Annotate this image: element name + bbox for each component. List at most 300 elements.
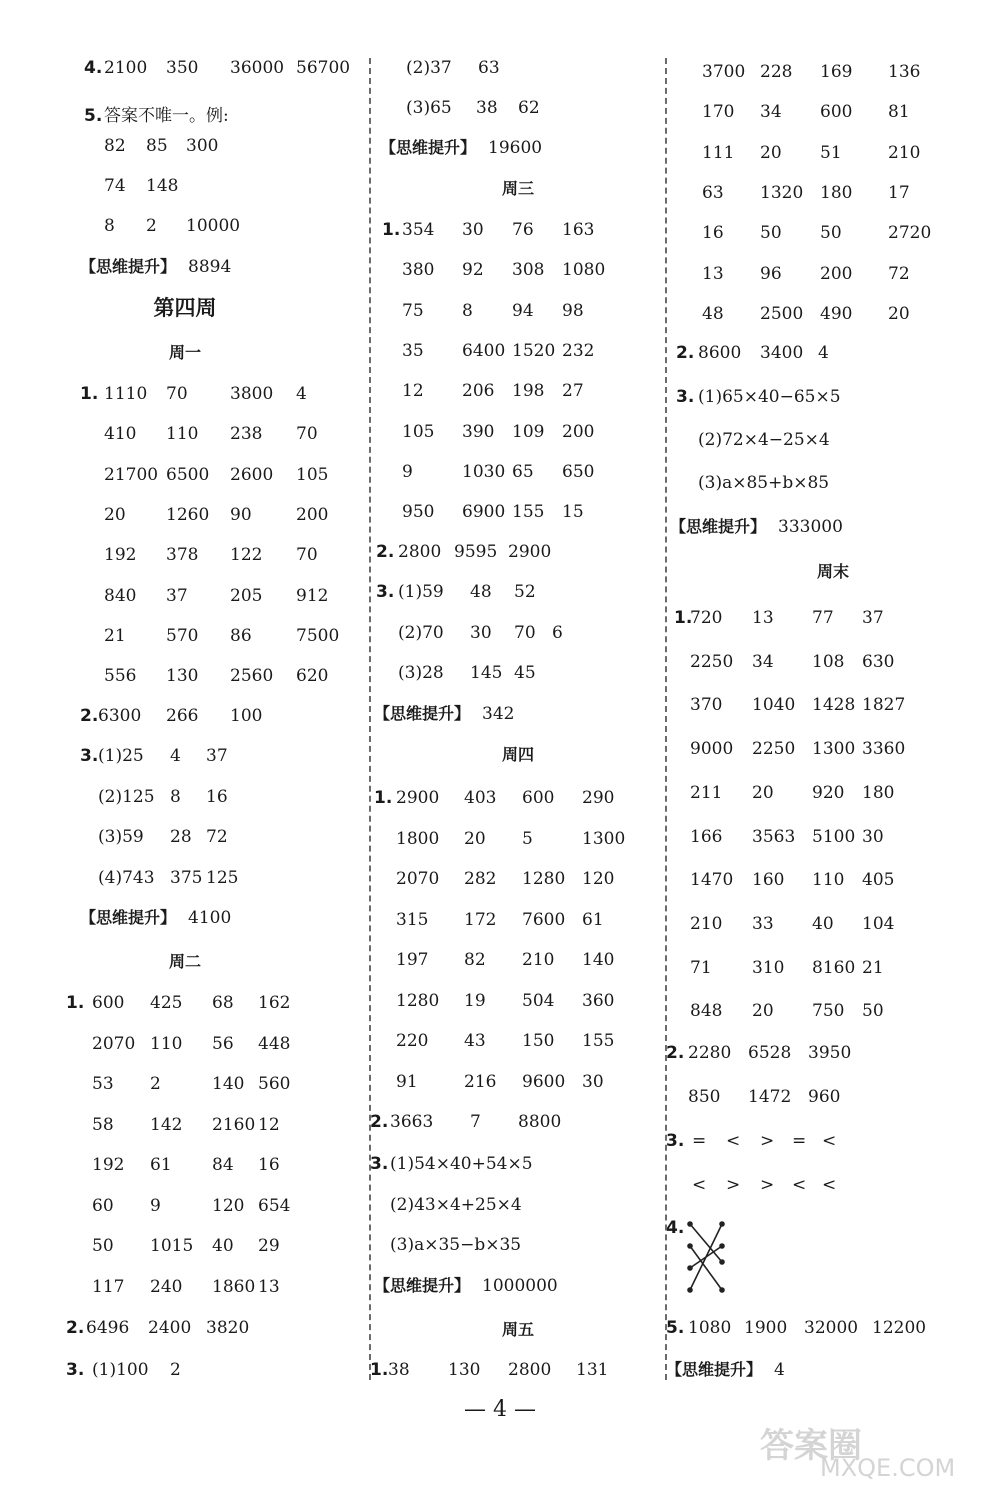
question-number: 1. bbox=[374, 788, 393, 808]
answer-line bbox=[666, 133, 1000, 173]
answer-value: 2900 bbox=[396, 788, 440, 808]
answer-value: 122 bbox=[230, 545, 263, 566]
answer-value: 145 bbox=[470, 663, 503, 683]
answer-value: 48 bbox=[702, 303, 724, 324]
day-title: 周末 bbox=[816, 562, 849, 581]
answer-value: 375 bbox=[170, 867, 203, 888]
answer-value: > bbox=[760, 1131, 775, 1151]
answer-value: = bbox=[792, 1131, 807, 1151]
answer-value: 16 bbox=[258, 1155, 280, 1175]
answer-value: 20 bbox=[104, 504, 126, 525]
answer-value: 6400 bbox=[462, 340, 506, 361]
answer-line bbox=[666, 598, 1000, 638]
answer-line bbox=[0, 206, 370, 246]
answer-value: > bbox=[760, 1175, 775, 1195]
answer-value: 206 bbox=[462, 381, 495, 402]
answer-value: 266 bbox=[166, 706, 199, 726]
answer-value: 620 bbox=[296, 666, 329, 687]
answer-value: 40 bbox=[212, 1236, 234, 1256]
answer-value: 162 bbox=[258, 993, 291, 1013]
match-line bbox=[690, 1246, 722, 1290]
answer-value: 71 bbox=[690, 957, 712, 978]
answer-value: 84 bbox=[212, 1155, 234, 1175]
answer-line bbox=[666, 463, 1000, 503]
answer-value: (1)54×40+54×5 bbox=[390, 1154, 533, 1174]
answer-value: 86 bbox=[230, 625, 252, 646]
answer-line bbox=[666, 904, 1000, 944]
column-right bbox=[666, 0, 1000, 1400]
answer-value: 848 bbox=[690, 1001, 723, 1022]
answer-line bbox=[666, 377, 1000, 417]
watermark-url: MXQE.COM bbox=[820, 1454, 956, 1482]
answer-value: 81 bbox=[888, 102, 910, 123]
answer-value: 62 bbox=[518, 98, 540, 118]
answer-line bbox=[0, 455, 370, 495]
answer-value: 216 bbox=[464, 1071, 497, 1092]
think-label: 【思维提升】 bbox=[670, 517, 767, 536]
answer-value: 1040 bbox=[752, 695, 796, 716]
answer-value: 8600 bbox=[698, 343, 742, 363]
answer-line bbox=[370, 778, 666, 818]
answer-value: 15 bbox=[562, 502, 584, 523]
answer-value: 1827 bbox=[862, 695, 906, 716]
answer-value: 105 bbox=[296, 464, 329, 485]
page-number: — 4 — bbox=[464, 1397, 536, 1422]
answer-line bbox=[370, 819, 666, 859]
answer-value: 7600 bbox=[522, 909, 566, 930]
answer-value: 2 bbox=[170, 1360, 181, 1380]
match-dot bbox=[688, 1222, 692, 1226]
answer-value: 94 bbox=[512, 300, 534, 321]
answer-value: 360 bbox=[582, 990, 615, 1011]
answer-value: (2)72×4−25×4 bbox=[698, 430, 830, 450]
answer-value: 1860 bbox=[212, 1276, 256, 1297]
answer-value: 60 bbox=[92, 1195, 114, 1216]
answer-value: 600 bbox=[522, 788, 555, 808]
answer-value: 570 bbox=[166, 625, 199, 646]
answer-value: 43 bbox=[464, 1031, 486, 1051]
answer-value: 2900 bbox=[508, 542, 552, 562]
answer-value: 3820 bbox=[206, 1318, 250, 1338]
answer-value: 370 bbox=[690, 695, 723, 716]
think-label: 【思维提升】 bbox=[374, 704, 471, 723]
answer-value: 850 bbox=[688, 1087, 721, 1107]
answer-line bbox=[0, 535, 370, 575]
answer-value: 13 bbox=[702, 263, 724, 284]
day-title: 周二 bbox=[168, 952, 201, 971]
answer-value: 169 bbox=[820, 62, 853, 82]
answer-line bbox=[370, 291, 666, 331]
think-answer: 19600 bbox=[488, 138, 543, 158]
answer-value: (2)70 bbox=[398, 622, 444, 643]
answer-value: 210 bbox=[888, 142, 921, 163]
answer-value: 1428 bbox=[812, 695, 856, 716]
day-title: 周一 bbox=[168, 343, 201, 362]
think-answer: 8894 bbox=[188, 257, 232, 277]
answer-value: 1280 bbox=[396, 990, 440, 1011]
answer-value: 1260 bbox=[166, 504, 210, 525]
answer-value: 6 bbox=[552, 622, 563, 643]
answer-value: 91 bbox=[396, 1071, 418, 1092]
answer-value: 192 bbox=[104, 545, 137, 566]
answer-value: 2560 bbox=[230, 666, 274, 687]
answer-value: 9595 bbox=[454, 542, 498, 562]
answer-value: 36000 bbox=[230, 58, 285, 78]
question-number: 1. bbox=[80, 384, 99, 404]
answer-line bbox=[0, 48, 370, 88]
answer-value: 504 bbox=[522, 990, 555, 1011]
answer-value: 200 bbox=[820, 263, 853, 284]
answer-value: 75 bbox=[402, 300, 424, 321]
answer-value: 1472 bbox=[748, 1087, 792, 1107]
answer-value: < bbox=[792, 1175, 807, 1195]
question-number: 4. bbox=[84, 58, 103, 78]
answer-value: 34 bbox=[760, 102, 782, 123]
answer-value: 405 bbox=[862, 870, 895, 891]
question-number: 1. bbox=[370, 1360, 389, 1380]
answer-line bbox=[666, 1308, 1000, 1348]
answer-line bbox=[0, 858, 370, 898]
answer-value: (1)65×40−65×5 bbox=[698, 387, 841, 407]
answer-value: 125 bbox=[206, 867, 239, 888]
column-divider bbox=[369, 58, 371, 1380]
answer-value: 9000 bbox=[690, 739, 734, 760]
answer-value: 30 bbox=[470, 622, 492, 643]
answer-value: 120 bbox=[212, 1195, 245, 1216]
answer-line bbox=[370, 1021, 666, 1061]
answer-value: 220 bbox=[396, 1031, 429, 1051]
answer-value: 2800 bbox=[508, 1360, 552, 1380]
answer-value: 33 bbox=[752, 913, 774, 934]
answer-value: 840 bbox=[104, 585, 137, 606]
answer-value: 70 bbox=[166, 384, 188, 404]
answer-value: 110 bbox=[812, 870, 845, 891]
answer-value: 4 bbox=[818, 343, 829, 363]
answer-value: 77 bbox=[812, 608, 834, 628]
answer-value: 12 bbox=[258, 1114, 280, 1135]
answer-value: 180 bbox=[862, 782, 895, 803]
answer-value: 120 bbox=[582, 869, 615, 889]
answer-value: 1520 bbox=[512, 340, 556, 361]
answer-line bbox=[666, 1077, 1000, 1117]
answer-value: 211 bbox=[690, 782, 723, 803]
think-label: 【思维提升】 bbox=[80, 908, 177, 927]
answer-line bbox=[370, 940, 666, 980]
answer-line bbox=[666, 213, 1000, 253]
answer-value: 315 bbox=[396, 909, 429, 930]
think-answer: 342 bbox=[482, 704, 515, 724]
answer-value: 3400 bbox=[760, 343, 804, 363]
question-number: 5. bbox=[84, 106, 103, 126]
q5-note-text: 答案不唯一。例: bbox=[104, 106, 229, 126]
answer-line bbox=[0, 1145, 370, 1185]
answer-value: 228 bbox=[760, 62, 793, 82]
answer-value: 9 bbox=[150, 1195, 161, 1216]
answer-value: 110 bbox=[166, 424, 199, 445]
answer-value: 2500 bbox=[760, 303, 804, 324]
answer-line bbox=[0, 696, 370, 736]
answer-line bbox=[370, 1350, 666, 1390]
answer-value: 72 bbox=[888, 263, 910, 284]
answer-value: = bbox=[692, 1131, 707, 1151]
answer-value: 2070 bbox=[396, 869, 440, 889]
answer-value: 960 bbox=[808, 1087, 841, 1107]
answer-value: 105 bbox=[402, 421, 435, 442]
answer-line bbox=[0, 656, 370, 696]
answer-line bbox=[370, 981, 666, 1021]
watermark-logo: 答案圈 bbox=[760, 1426, 862, 1466]
question-number: 1. bbox=[674, 608, 693, 628]
answer-value: 76 bbox=[512, 220, 534, 240]
answer-value: 29 bbox=[258, 1236, 280, 1256]
answer-value: 100 bbox=[230, 706, 263, 726]
answer-line bbox=[370, 412, 666, 452]
answer-value: 3563 bbox=[752, 826, 796, 847]
answer-value: 34 bbox=[752, 651, 774, 672]
answer-value: 58 bbox=[92, 1114, 114, 1135]
answer-value: 2100 bbox=[104, 58, 148, 78]
answer-value: 950 bbox=[402, 502, 435, 523]
answer-value: 378 bbox=[166, 545, 199, 566]
answer-value: 20 bbox=[760, 142, 782, 163]
answer-value: 1320 bbox=[760, 182, 804, 203]
think-answer: 1000000 bbox=[482, 1276, 558, 1296]
answer-value: 2 bbox=[146, 216, 157, 236]
answer-value: 30 bbox=[582, 1071, 604, 1092]
answer-value: 6528 bbox=[748, 1043, 792, 1063]
answer-value: 9600 bbox=[522, 1071, 566, 1092]
answer-value: 16 bbox=[702, 223, 724, 244]
answer-value: 2600 bbox=[230, 464, 274, 485]
answer-value: 200 bbox=[562, 421, 595, 442]
answer-value: 172 bbox=[464, 909, 497, 930]
answer-value: 12200 bbox=[872, 1318, 927, 1338]
answer-value: 13 bbox=[752, 608, 774, 628]
answer-value: 308 bbox=[512, 260, 545, 281]
answer-line bbox=[370, 1102, 666, 1142]
answer-value: 556 bbox=[104, 666, 137, 687]
answer-value: 750 bbox=[812, 1001, 845, 1022]
column-left bbox=[0, 0, 370, 1400]
answer-value: 210 bbox=[522, 950, 555, 970]
answer-line bbox=[666, 173, 1000, 213]
answer-value: 155 bbox=[582, 1031, 615, 1051]
answer-value: 1110 bbox=[104, 384, 148, 404]
answer-line bbox=[370, 1225, 666, 1265]
answer-value: 3700 bbox=[702, 62, 746, 82]
answer-value: 2 bbox=[150, 1074, 161, 1094]
answer-value: 82 bbox=[464, 950, 486, 970]
answer-value: 56700 bbox=[296, 58, 351, 78]
answer-value: 63 bbox=[478, 58, 500, 78]
answer-value: 32000 bbox=[804, 1318, 859, 1338]
answer-value: 210 bbox=[690, 913, 723, 934]
answer-value: 720 bbox=[690, 608, 723, 628]
answer-value: 6496 bbox=[86, 1318, 130, 1338]
answer-value: 90 bbox=[230, 504, 252, 525]
answer-value: 310 bbox=[752, 957, 785, 978]
answer-value: 85 bbox=[146, 136, 168, 156]
answer-value: 160 bbox=[752, 870, 785, 891]
answer-value: 130 bbox=[448, 1360, 481, 1380]
answer-value: 37 bbox=[862, 608, 884, 628]
answer-value: 8 bbox=[170, 786, 181, 807]
answer-value: 27 bbox=[562, 381, 584, 402]
think-answer: 4 bbox=[774, 1360, 785, 1380]
answer-value: 7500 bbox=[296, 625, 340, 646]
answer-value: (4)743 bbox=[98, 867, 155, 888]
answer-value: 6900 bbox=[462, 502, 506, 523]
answer-line bbox=[666, 991, 1000, 1031]
answer-line bbox=[666, 420, 1000, 460]
answer-line bbox=[370, 48, 666, 88]
answer-value: 197 bbox=[396, 950, 429, 970]
answer-value: 74 bbox=[104, 176, 126, 196]
answer-value: 1470 bbox=[690, 870, 734, 891]
answer-value: 21 bbox=[862, 957, 884, 978]
answer-value: 2400 bbox=[148, 1318, 192, 1338]
answer-value: 300 bbox=[186, 136, 219, 156]
answer-value: 21 bbox=[104, 625, 126, 646]
answer-value: 20 bbox=[752, 1001, 774, 1022]
answer-value: 1080 bbox=[562, 260, 606, 281]
answer-value: > bbox=[726, 1175, 741, 1195]
match-dot bbox=[688, 1266, 692, 1270]
answer-value: 6300 bbox=[98, 706, 142, 726]
answer-value: 51 bbox=[820, 142, 842, 163]
column-divider bbox=[665, 58, 667, 1380]
answer-value: 8160 bbox=[812, 957, 856, 978]
answer-value: 140 bbox=[582, 950, 615, 970]
think-label: 【思维提升】 bbox=[666, 1360, 763, 1379]
question-number: 2. bbox=[376, 542, 395, 562]
answer-value: 20 bbox=[464, 828, 486, 849]
answer-line bbox=[0, 1350, 370, 1390]
answer-line bbox=[370, 1062, 666, 1102]
answer-value: 45 bbox=[514, 663, 536, 683]
answer-value: 198 bbox=[512, 381, 545, 402]
answer-value: 3360 bbox=[862, 739, 906, 760]
answer-value: 200 bbox=[296, 504, 329, 525]
answer-line bbox=[666, 1165, 1000, 1205]
answer-value: 37 bbox=[166, 585, 188, 606]
answer-value: (3)65 bbox=[406, 98, 452, 118]
answer-value: 38 bbox=[388, 1360, 410, 1380]
answer-value: (2)125 bbox=[98, 786, 155, 807]
answer-value: (1)25 bbox=[98, 746, 144, 766]
answer-value: 425 bbox=[150, 993, 183, 1013]
answer-value: 108 bbox=[812, 651, 845, 672]
answer-value: 403 bbox=[464, 788, 497, 808]
match-dot bbox=[688, 1288, 692, 1292]
answer-value: 110 bbox=[150, 1033, 183, 1054]
answer-value: 290 bbox=[582, 788, 615, 808]
answer-value: 238 bbox=[230, 424, 263, 445]
answer-value: 8 bbox=[462, 300, 473, 321]
think-label: 【思维提升】 bbox=[380, 138, 477, 157]
answer-line bbox=[370, 492, 666, 532]
answer-line bbox=[0, 616, 370, 656]
answer-value: 180 bbox=[820, 182, 853, 203]
question-number: 2. bbox=[676, 343, 695, 363]
answer-line bbox=[0, 414, 370, 454]
answer-line bbox=[666, 729, 1000, 769]
answer-value: 61 bbox=[582, 909, 604, 930]
answer-line bbox=[0, 576, 370, 616]
answer-value: 70 bbox=[296, 545, 318, 566]
answer-value: 92 bbox=[462, 260, 484, 281]
match-dot bbox=[720, 1244, 724, 1248]
answer-value: 56 bbox=[212, 1033, 234, 1054]
answer-value: 6500 bbox=[166, 464, 210, 485]
answer-value: 410 bbox=[104, 424, 137, 445]
answer-value: 40 bbox=[812, 913, 834, 934]
answer-value: 53 bbox=[92, 1074, 114, 1094]
answer-line bbox=[0, 495, 370, 535]
answer-value: 104 bbox=[862, 913, 895, 934]
answer-value: 2160 bbox=[212, 1114, 256, 1135]
answer-value: 490 bbox=[820, 303, 853, 324]
column-middle bbox=[370, 0, 666, 1400]
question-number: 1. bbox=[66, 993, 85, 1013]
answer-value: (3)a×85+b×85 bbox=[698, 473, 830, 493]
answer-value: 13 bbox=[258, 1276, 280, 1297]
answer-value: 630 bbox=[862, 651, 895, 672]
answer-line bbox=[0, 777, 370, 817]
answer-value: 30 bbox=[862, 826, 884, 847]
answer-line bbox=[370, 532, 666, 572]
answer-line bbox=[370, 1144, 666, 1184]
answer-value: 650 bbox=[562, 461, 595, 482]
matching-lines-diagram bbox=[680, 1218, 740, 1298]
answer-value: 2800 bbox=[398, 542, 442, 562]
answer-value: (2)43×4+25×4 bbox=[390, 1194, 522, 1215]
answer-value: 21700 bbox=[104, 464, 159, 485]
answer-value: 920 bbox=[812, 782, 845, 803]
answer-value: 1030 bbox=[462, 461, 506, 482]
answer-value: 12 bbox=[402, 381, 424, 402]
answer-line bbox=[370, 900, 666, 940]
answer-value: 2250 bbox=[690, 651, 734, 672]
answer-line bbox=[666, 860, 1000, 900]
answer-value: 354 bbox=[402, 220, 435, 240]
answer-value: 98 bbox=[562, 300, 584, 321]
answer-value: 170 bbox=[702, 102, 735, 123]
answer-value: 2720 bbox=[888, 223, 932, 244]
answer-line bbox=[370, 250, 666, 290]
answer-value: 3950 bbox=[808, 1043, 852, 1063]
answer-value: 3800 bbox=[230, 384, 274, 404]
answer-value: (3)a×35−b×35 bbox=[390, 1235, 522, 1255]
answer-line bbox=[0, 1267, 370, 1307]
answer-value: 38 bbox=[476, 98, 498, 118]
question-number: 2. bbox=[80, 706, 99, 726]
answer-value: 240 bbox=[150, 1276, 183, 1297]
think-answer: 333000 bbox=[778, 517, 843, 537]
answer-value: 70 bbox=[514, 622, 536, 643]
answer-value: 142 bbox=[150, 1114, 183, 1135]
answer-line bbox=[666, 1033, 1000, 1073]
answer-value: 4 bbox=[170, 746, 181, 766]
answer-value: 50 bbox=[92, 1236, 114, 1256]
match-dot bbox=[720, 1288, 724, 1292]
answer-line bbox=[0, 736, 370, 776]
answer-value: 2070 bbox=[92, 1033, 136, 1054]
answer-value: 4 bbox=[296, 384, 307, 404]
answer-value: 390 bbox=[462, 421, 495, 442]
answer-value: 1015 bbox=[150, 1236, 194, 1256]
answer-value: 50 bbox=[760, 223, 782, 244]
